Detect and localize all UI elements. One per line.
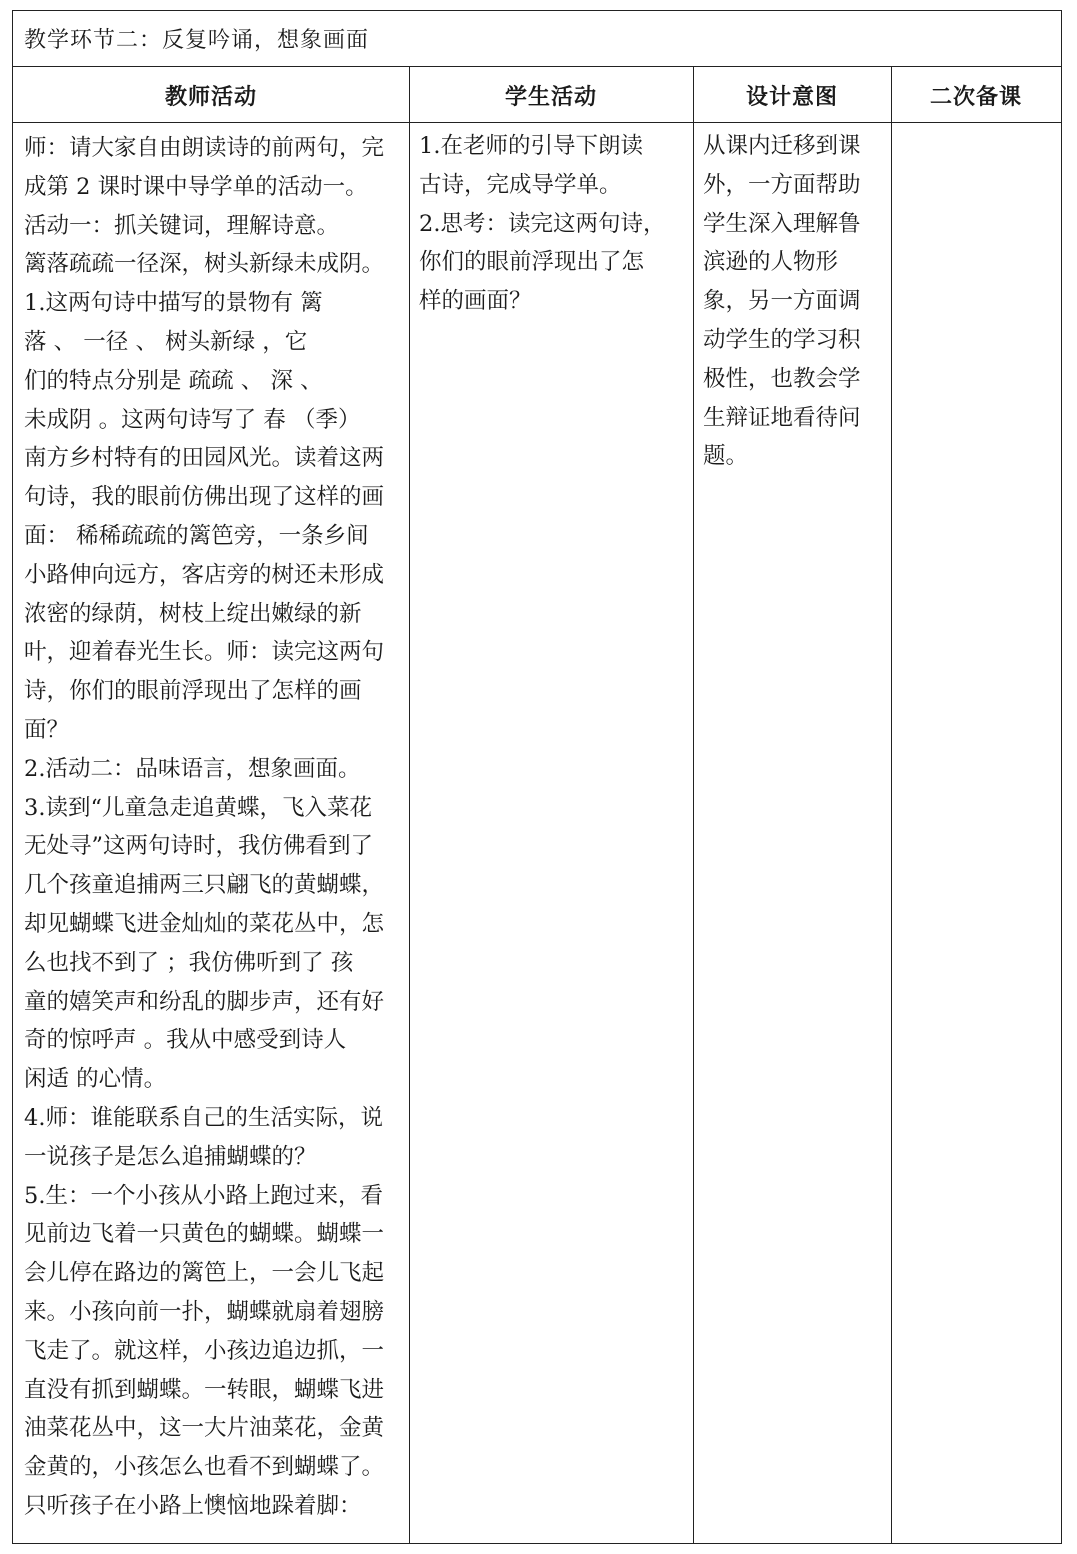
teacher-line: 却见蝴蝶飞进金灿灿的菜花丛中，怎 (24, 910, 385, 937)
teacher-line: 面？ (24, 716, 70, 743)
intent-line: 滨逊的人物形 (703, 249, 839, 276)
student-line: 你们的眼前浮现出了怎 (419, 249, 645, 276)
section-title: 教学环节二：反复吟诵，想象画面 (24, 28, 370, 53)
teacher-line: 飞走了。就这样，小孩边追边抓，一 (24, 1337, 385, 1364)
teacher-line: 南方乡村特有的田园风光。读着这两 (24, 445, 385, 472)
teacher-line: 落 、 一径 、 树头新绿 ，它 (24, 328, 308, 355)
section-title-row (13, 11, 1061, 67)
teacher-line: 1.这两句诗中描写的景物有 篱 (24, 290, 323, 317)
intent-line: 生辩证地看待问 (703, 404, 861, 431)
column-divider (891, 67, 892, 1543)
design-intent-cell (703, 127, 883, 476)
student-line: 古诗，完成导学单。 (419, 171, 622, 198)
header-second-prep: 二次备课 (929, 83, 1022, 110)
teacher-line: 只听孩子在小路上懊恼地跺着脚： (24, 1492, 362, 1519)
teacher-line: 面： 稀稀疏疏的篱笆旁，一条乡间 (24, 522, 369, 549)
header-design-intent: 设计意图 (745, 83, 838, 110)
teacher-activity-cell (24, 129, 398, 1526)
teacher-line: 童的嬉笑声和纷乱的脚步声，还有好 (24, 988, 385, 1015)
teacher-line: 3.读到“儿童急走追黄蝶，飞入菜花 (24, 794, 372, 821)
teacher-line: 句诗，我的眼前仿佛出现了这样的画 (24, 484, 385, 511)
teacher-line: 油菜花丛中，这一大片油菜花，金黄 (24, 1415, 385, 1442)
teacher-line: 们的特点分别是 疏疏 、 深 、 (24, 367, 323, 394)
student-line: 样的画面？ (419, 288, 532, 315)
column-divider (409, 67, 410, 1543)
teacher-line: 浓密的绿荫，树枝上绽出嫩绿的新 (24, 600, 362, 627)
student-line: 2.思考：读完这两句诗， (419, 210, 666, 237)
lesson-plan-table (12, 10, 1062, 1544)
teacher-line: 么也找不到了 ；我仿佛听到了 孩 (24, 949, 354, 976)
teacher-line: 来。小孩向前一扑，蝴蝶就扇着翅膀 (24, 1298, 385, 1325)
student-line: 1.在老师的引导下朗读 (419, 133, 643, 159)
intent-line: 外，一方面帮助 (703, 171, 861, 198)
teacher-line: 无处寻”这两句诗时，我仿佛看到了 (24, 833, 374, 860)
student-activity-cell (419, 127, 687, 321)
teacher-line: 活动一：抓关键词，理解诗意。 (24, 212, 340, 239)
teacher-line: 诗，你们的眼前浮现出了怎样的画 (24, 678, 362, 705)
intent-line: 题。 (703, 443, 749, 470)
teacher-line: 金黄的，小孩怎么也看不到蝴蝶了。 (24, 1454, 385, 1481)
intent-line: 象，另一方面调 (703, 288, 861, 315)
teacher-line: 成第 2 课时课中导学单的活动一。 (24, 173, 368, 200)
teacher-line: 师：请大家自由朗读诗的前两句，完 (24, 135, 385, 161)
teacher-line: 叶，迎着春光生长。师：读完这两句 (24, 639, 385, 666)
header-row (13, 67, 1061, 123)
teacher-line: 2.活动二：品味语言，想象画面。 (24, 755, 361, 782)
teacher-line: 见前边飞着一只黄色的蝴蝶。蝴蝶一 (24, 1221, 385, 1248)
intent-line: 极性，也教会学 (703, 365, 861, 392)
teacher-line: 未成阴 。这两句诗写了 春 （季） (24, 406, 361, 433)
teacher-line: 一说孩子是怎么追捕蝴蝶的？ (24, 1143, 317, 1170)
header-teacher-activity: 教师活动 (164, 83, 257, 110)
column-divider (693, 67, 694, 1543)
teacher-line: 篱落疏疏一径深，树头新绿未成阴。 (24, 251, 385, 278)
teacher-line: 4.师：谁能联系自己的生活实际，说 (24, 1104, 383, 1131)
teacher-line: 5.生：一个小孩从小路上跑过来，看 (24, 1182, 383, 1209)
teacher-line: 奇的惊呼声 。我从中感受到诗人 (24, 1027, 347, 1054)
teacher-line: 几个孩童追捕两三只翩飞的黄蝴蝶， (24, 872, 385, 899)
teacher-line: 小路伸向远方，客店旁的树还未形成 (24, 561, 385, 588)
teacher-line: 闲适 的心情。 (24, 1066, 167, 1093)
teacher-line: 会儿停在路边的篱笆上，一会儿飞起 (24, 1260, 385, 1287)
intent-line: 学生深入理解鲁 (703, 210, 861, 237)
intent-line: 动学生的学习积 (703, 326, 861, 353)
header-student-activity: 学生活动 (504, 83, 597, 110)
teacher-line: 直没有抓到蝴蝶。一转眼，蝴蝶飞进 (24, 1376, 385, 1403)
intent-line: 从课内迁移到课 (703, 133, 861, 159)
